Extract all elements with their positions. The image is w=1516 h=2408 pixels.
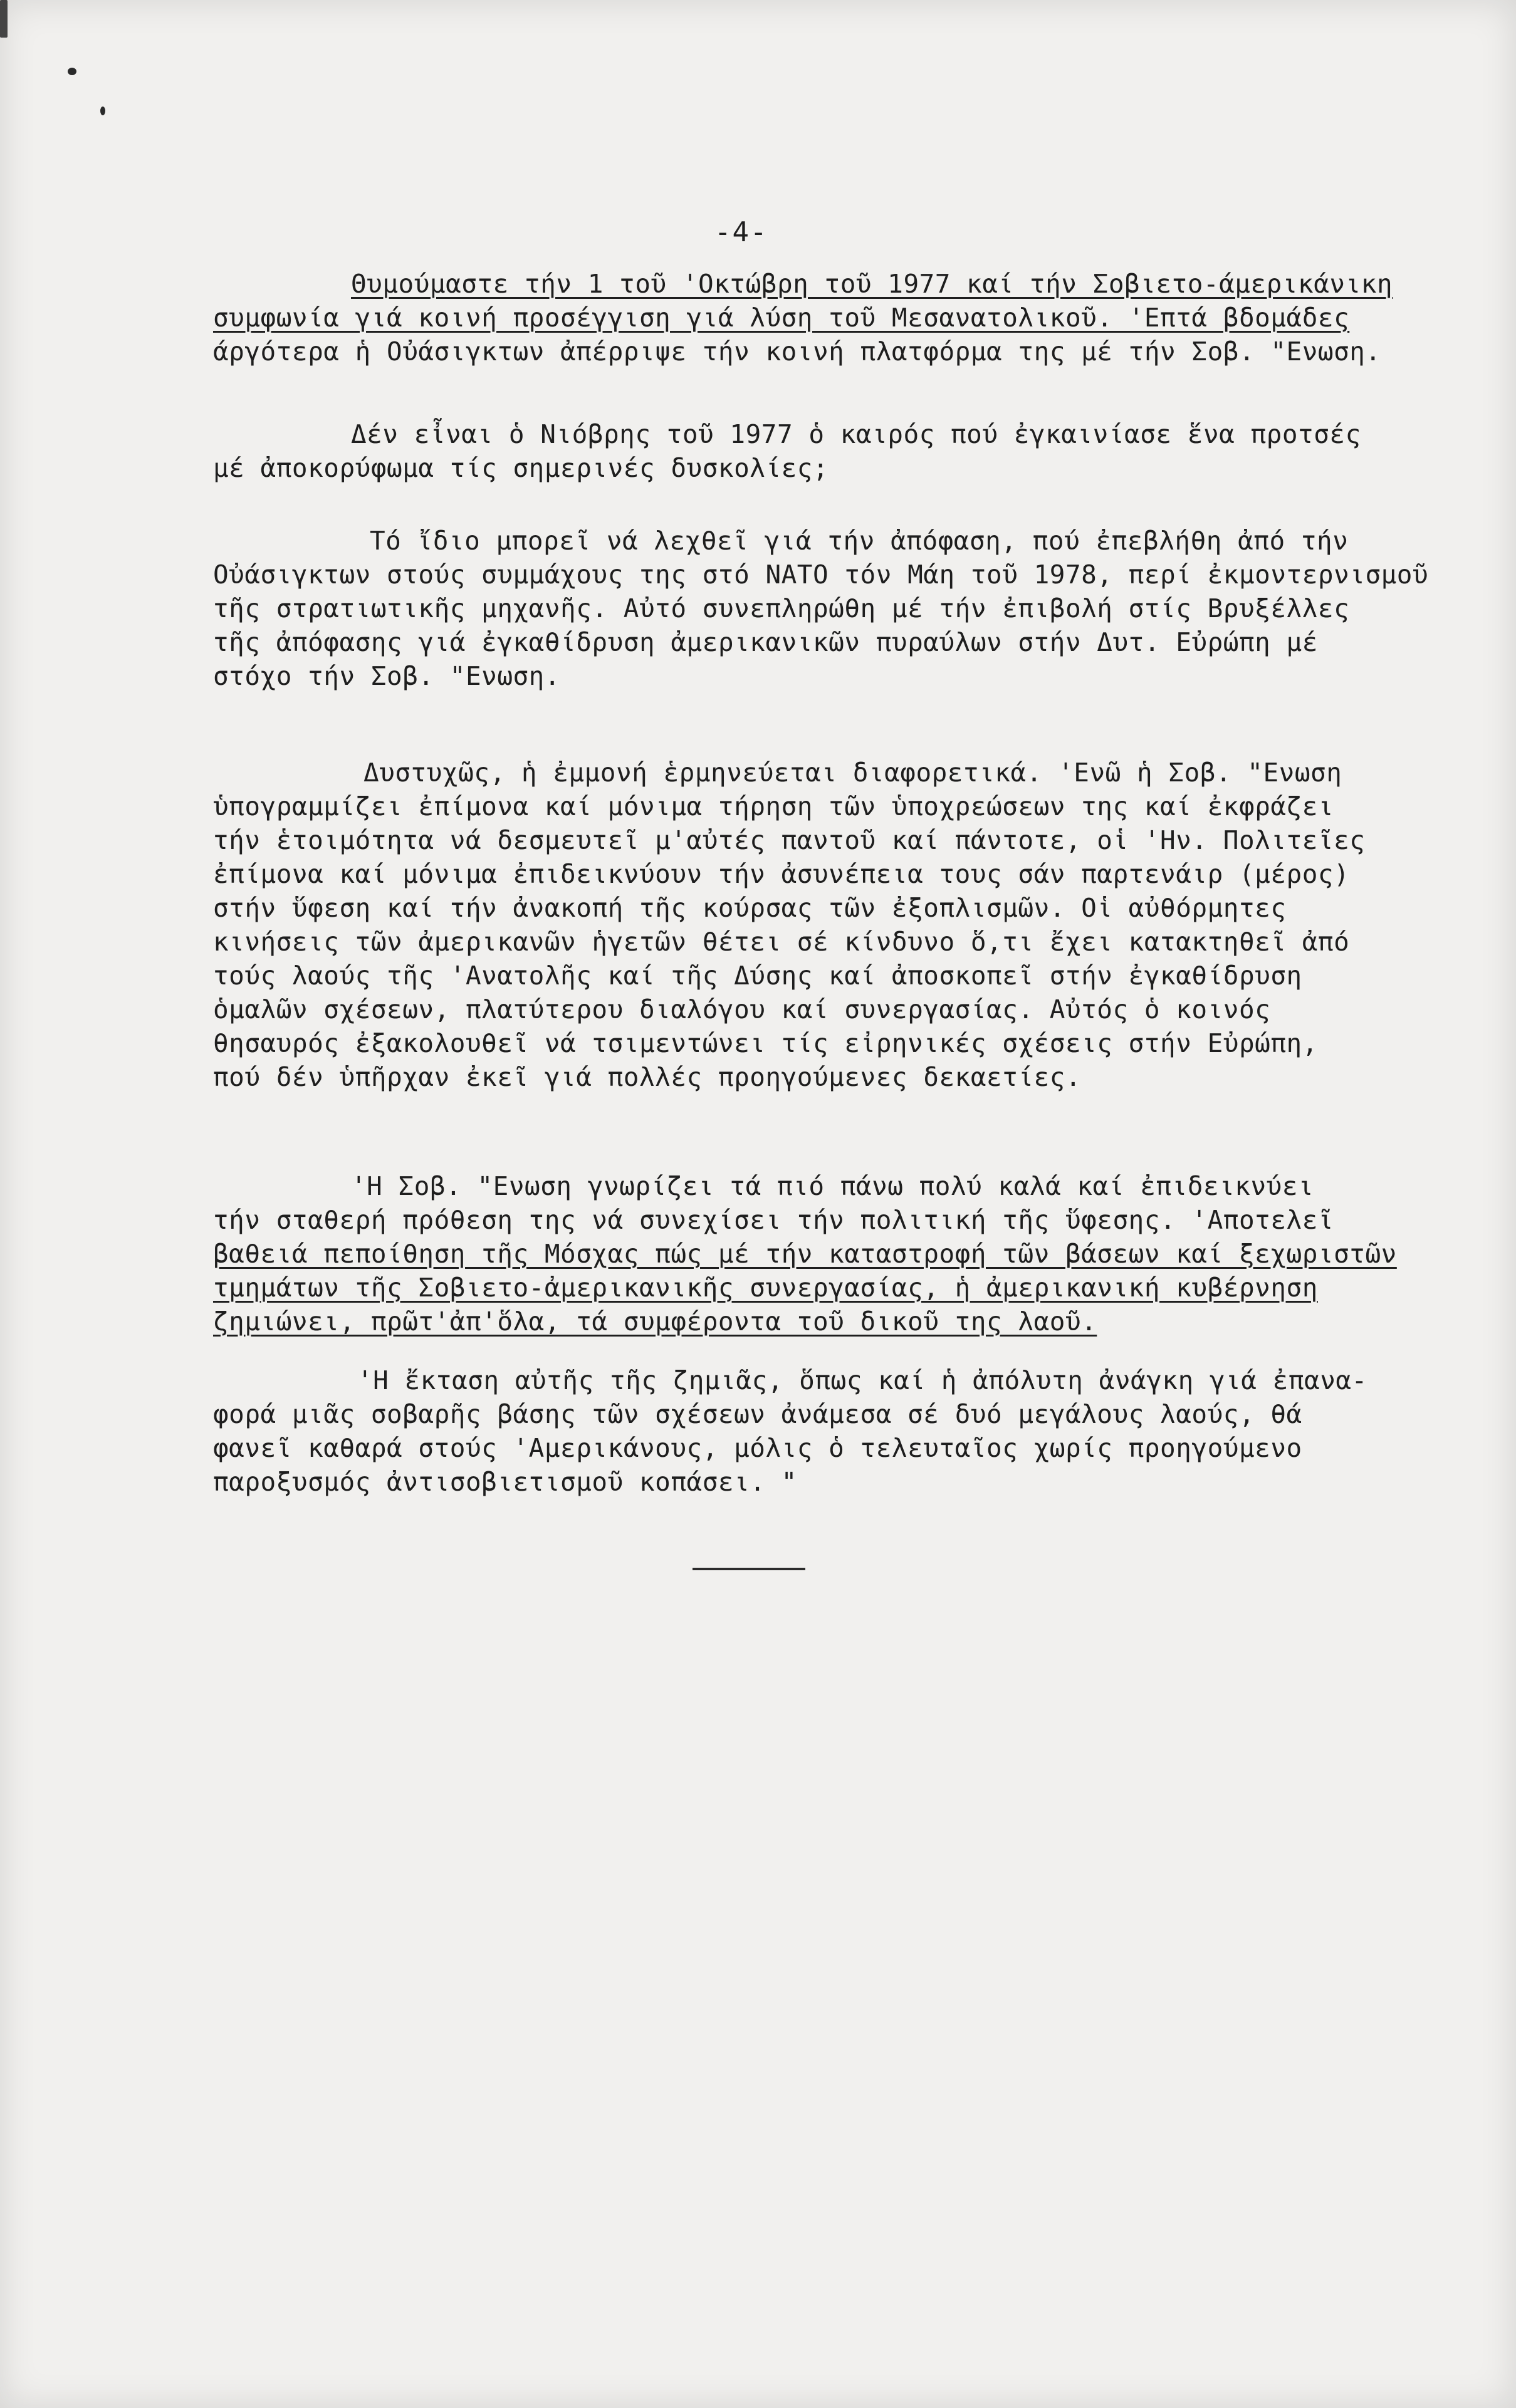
text-line: παροξυσμός ἀντισοβιετισμοῦ κοπάσει. ": [213, 1467, 797, 1497]
text-line: στήν ὕφεση καί τήν ἀνακοπή τῆς κούρσας τῶν ἐξοπλισμῶν. Οἱ αὐθόρμητες: [213, 893, 1287, 923]
text-line: άργότερα ἡ Οὐάσιγκτων ἀπέρριψε τήν κοινή πλατφόρμα της μέ τήν Σοβ. "Ενωση.: [213, 336, 1381, 367]
text-line: τήν ἑτοιμότητα νά δεσμευτεῖ μ'αὐτές παντοῦ καί πάντοτε, οἱ 'Ην. Πολιτεῖες: [213, 825, 1366, 855]
text-line: τῆς ἀπόφασης γιά ἐγκαθίδρυση ἀμερικανικῶν πυραύλων στήν Δυτ. Εὐρώπη μέ: [213, 627, 1318, 657]
text-line-underlined: ζημιώνει, πρῶτ'ἀπ'ὅλα, τά συμφέροντα τοῦ δικοῦ της λαοῦ.: [213, 1306, 1097, 1337]
text-line: θησαυρός ἐξακολουθεῖ νά τσιμεντώνει τίς εἰρηνικές σχέσεις στήν Εὐρώπη,: [213, 1028, 1318, 1058]
text-line: τούς λαούς τῆς 'Ανατολῆς καί τῆς Δύσης καί ἀποσκοπεῖ στήν ἐγκαθίδρυση: [213, 961, 1302, 991]
text-line: φανεῖ καθαρά στούς 'Αμερικάνους, μόλις ὁ τελευταῖος χωρίς προηγούμενο: [213, 1433, 1302, 1463]
text-line: 'Η ἔκταση αὐτῆς τῆς ζημιᾶς, ὅπως καί ἡ ἀπόλυτη ἀνάγκη γιά ἐπανα-: [357, 1365, 1367, 1395]
text-line: ὑπογραμμίζει ἐπίμονα καί μόνιμα τήρηση τῶν ὑποχρεώσεων της καί ἐκφράζει: [213, 791, 1334, 821]
text-line: Δέν εἶναι ὁ Νιόβρης τοῦ 1977 ὁ καιρός πού ἐγκαινίασε ἕνα προτσές: [351, 419, 1361, 449]
text-line: τήν σταθερή πρόθεση της νά συνεχίσει τήν πολιτική τῆς ὕφεσης. 'Αποτελεῖ: [213, 1205, 1334, 1235]
text-line: Τό ἴδιο μπορεῖ νά λεχθεῖ γιά τήν ἀπόφαση, πού ἐπεβλήθη ἀπό τήν: [370, 526, 1349, 556]
text-line: κινήσεις τῶν ἀμερικανῶν ἡγετῶν θέτει σέ κίνδυνο ὅ,τι ἔχει κατακτηθεῖ ἀπό: [213, 927, 1350, 957]
text-line: Θυμούμαστε τήν 1 τοῦ 'Οκτώβρη τοῦ 1977 καί τήν Σοβιετο-άμερικάνικη: [351, 269, 1393, 299]
text-line: πού δέν ὑπῆρχαν ἐκεῖ γιά πολλές προηγούμενες δεκαετίες.: [213, 1062, 1082, 1092]
page-number: -4-: [714, 216, 768, 248]
text-line-underlined: βαθειά πεποίθηση τῆς Μόσχας πώς μέ τήν καταστροφή τῶν βάσεων καί ξεχωριστῶν: [213, 1239, 1397, 1269]
text-line: μέ ἀποκορύφωμα τίς σημερινές δυσκολίες;: [213, 453, 829, 483]
text-line: ἐπίμονα καί μόνιμα ἐπιδεικνύουν τήν ἀσυνέπεια τους σάν παρτενάιρ (μέρος): [213, 859, 1350, 889]
text-line: φορά μιᾶς σοβαρῆς βάσης τῶν σχέσεων ἀνάμεσα σέ δυό μεγάλους λαούς, θά: [213, 1399, 1302, 1429]
text-line-underlined: τμημάτων τῆς Σοβιετο-ἀμερικανικῆς συνεργασίας, ἡ ἀμερικανική κυβέρνηση: [213, 1273, 1318, 1303]
text-line: συμφωνία γιά κοινή προσέγγιση γιά λύση τοῦ Μεσανατολικοῦ. 'Επτά βδομάδες: [213, 303, 1350, 333]
text-line: Δυστυχῶς, ἡ ἐμμονή ἑρμηνεύεται διαφορετικά. 'Ενῶ ἡ Σοβ. "Ενωση: [363, 758, 1342, 788]
scan-speck: [0, 0, 8, 38]
end-rule-divider: [693, 1568, 805, 1570]
scan-speck: [68, 68, 76, 75]
text-line: ὁμαλῶν σχέσεων, πλατύτερου διαλόγου καί συνεργασίας. Αὐτός ὁ κοινός: [213, 994, 1271, 1024]
text-line: Οὐάσιγκτων στούς συμμάχους της στό ΝΑΤΟ τόν Μάη τοῦ 1978, περί ἐκμοντερνισμοῦ: [213, 560, 1429, 590]
scan-speck: [100, 107, 105, 115]
text-line: στόχο τήν Σοβ. "Ενωση.: [213, 661, 561, 691]
text-line: τῆς στρατιωτικῆς μηχανῆς. Αὐτό συνεπληρώθη μέ τήν ἐπιβολή στίς Βρυξέλλες: [213, 593, 1350, 623]
text-line: 'Η Σοβ. "Ενωση γνωρίζει τά πιό πάνω πολύ καλά καί ἐπιδεικνύει: [351, 1171, 1314, 1201]
